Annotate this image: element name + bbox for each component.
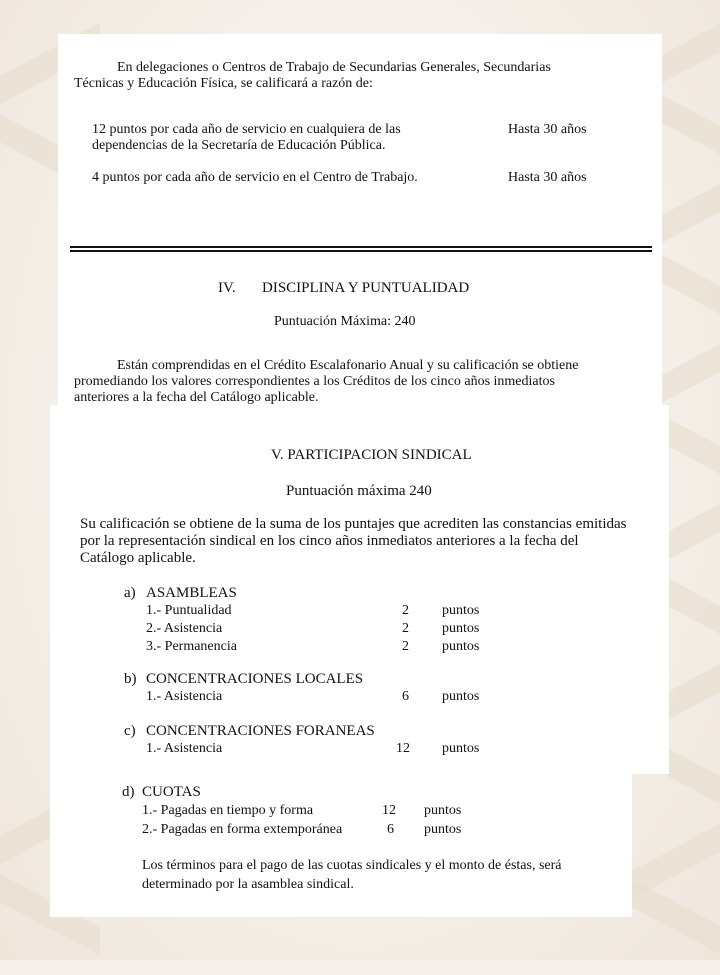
note-line: determinado por la asamblea sindical. <box>142 877 354 892</box>
max-score: Puntuación Máxima: 240 <box>274 314 416 329</box>
row-unit: puntos <box>442 621 480 636</box>
item-value: Hasta 30 años <box>508 170 587 185</box>
paragraph-line: Su calificación se obtiene de la suma de los puntajes que acrediten las constancias emitidas <box>80 516 627 532</box>
section-number: IV. <box>218 280 236 296</box>
paragraph-line: promediando los valores correspondientes a los Créditos de los cinco años inmediatos <box>74 374 555 389</box>
intro-line: En delegaciones o Centros de Trabajo de Secundarias Generales, Secundarias <box>117 60 551 75</box>
double-rule-top <box>70 246 652 248</box>
document-page-1 <box>58 34 662 407</box>
group-label: b) <box>124 671 137 687</box>
row-unit: puntos <box>442 639 480 654</box>
paragraph-line: Catálogo aplicable. <box>80 550 196 566</box>
item-value: Hasta 30 años <box>508 122 587 137</box>
row-name: 3.- Permanencia <box>146 639 237 654</box>
group-title: CONCENTRACIONES FORANEAS <box>146 723 375 739</box>
note-line: Los términos para el pago de las cuotas sindicales y el monto de éstas, será <box>142 858 562 873</box>
row-name: 2.- Pagadas en forma extemporánea <box>142 822 343 837</box>
row-name: 1.- Asistencia <box>146 741 223 756</box>
group-title: CUOTAS <box>142 784 201 800</box>
section-title: DISCIPLINA Y PUNTUALIDAD <box>262 280 470 296</box>
document-page-2 <box>50 405 669 774</box>
group-label: c) <box>124 723 136 739</box>
row-value: 2 <box>402 639 409 654</box>
row-unit: puntos <box>442 689 480 704</box>
item-text: dependencias de la Secretaría de Educación Pública. <box>92 138 386 153</box>
row-name: 2.- Asistencia <box>146 621 223 636</box>
row-unit: puntos <box>424 822 462 837</box>
row-value: 6 <box>387 822 394 837</box>
paragraph-line: anteriores a la fecha del Catálogo aplicable. <box>74 390 319 405</box>
paragraph-line: por la representación sindical en los cinco años inmediatos anteriores a la fecha del <box>80 533 579 549</box>
double-rule-bottom <box>70 250 652 252</box>
row-unit: puntos <box>424 803 462 818</box>
row-unit: puntos <box>442 741 480 756</box>
row-unit: puntos <box>442 603 480 618</box>
row-value: 2 <box>402 621 409 636</box>
item-text: 12 puntos por cada año de servicio en cualquiera de las <box>92 122 401 137</box>
group-title: ASAMBLEAS <box>146 585 237 601</box>
row-value: 2 <box>402 603 409 618</box>
row-value: 12 <box>382 803 396 818</box>
group-title: CONCENTRACIONES LOCALES <box>146 671 364 687</box>
document-page-3 <box>50 774 632 917</box>
group-label: d) <box>122 784 135 800</box>
row-name: 1.- Asistencia <box>146 689 223 704</box>
item-text: 4 puntos por cada año de servicio en el Centro de Trabajo. <box>92 170 418 185</box>
paragraph-line: Están comprendidas en el Crédito Escalafonario Anual y su calificación se obtiene <box>117 358 579 373</box>
row-value: 6 <box>402 689 409 704</box>
intro-line: Técnicas y Educación Física, se calificará a razón de: <box>74 76 373 91</box>
row-name: 1.- Puntualidad <box>146 603 232 618</box>
row-name: 1.- Pagadas en tiempo y forma <box>142 803 314 818</box>
section-title: V. PARTICIPACION SINDICAL <box>271 447 472 463</box>
max-score: Puntuación máxima 240 <box>286 483 432 499</box>
row-value: 12 <box>396 741 410 756</box>
group-label: a) <box>124 585 136 601</box>
